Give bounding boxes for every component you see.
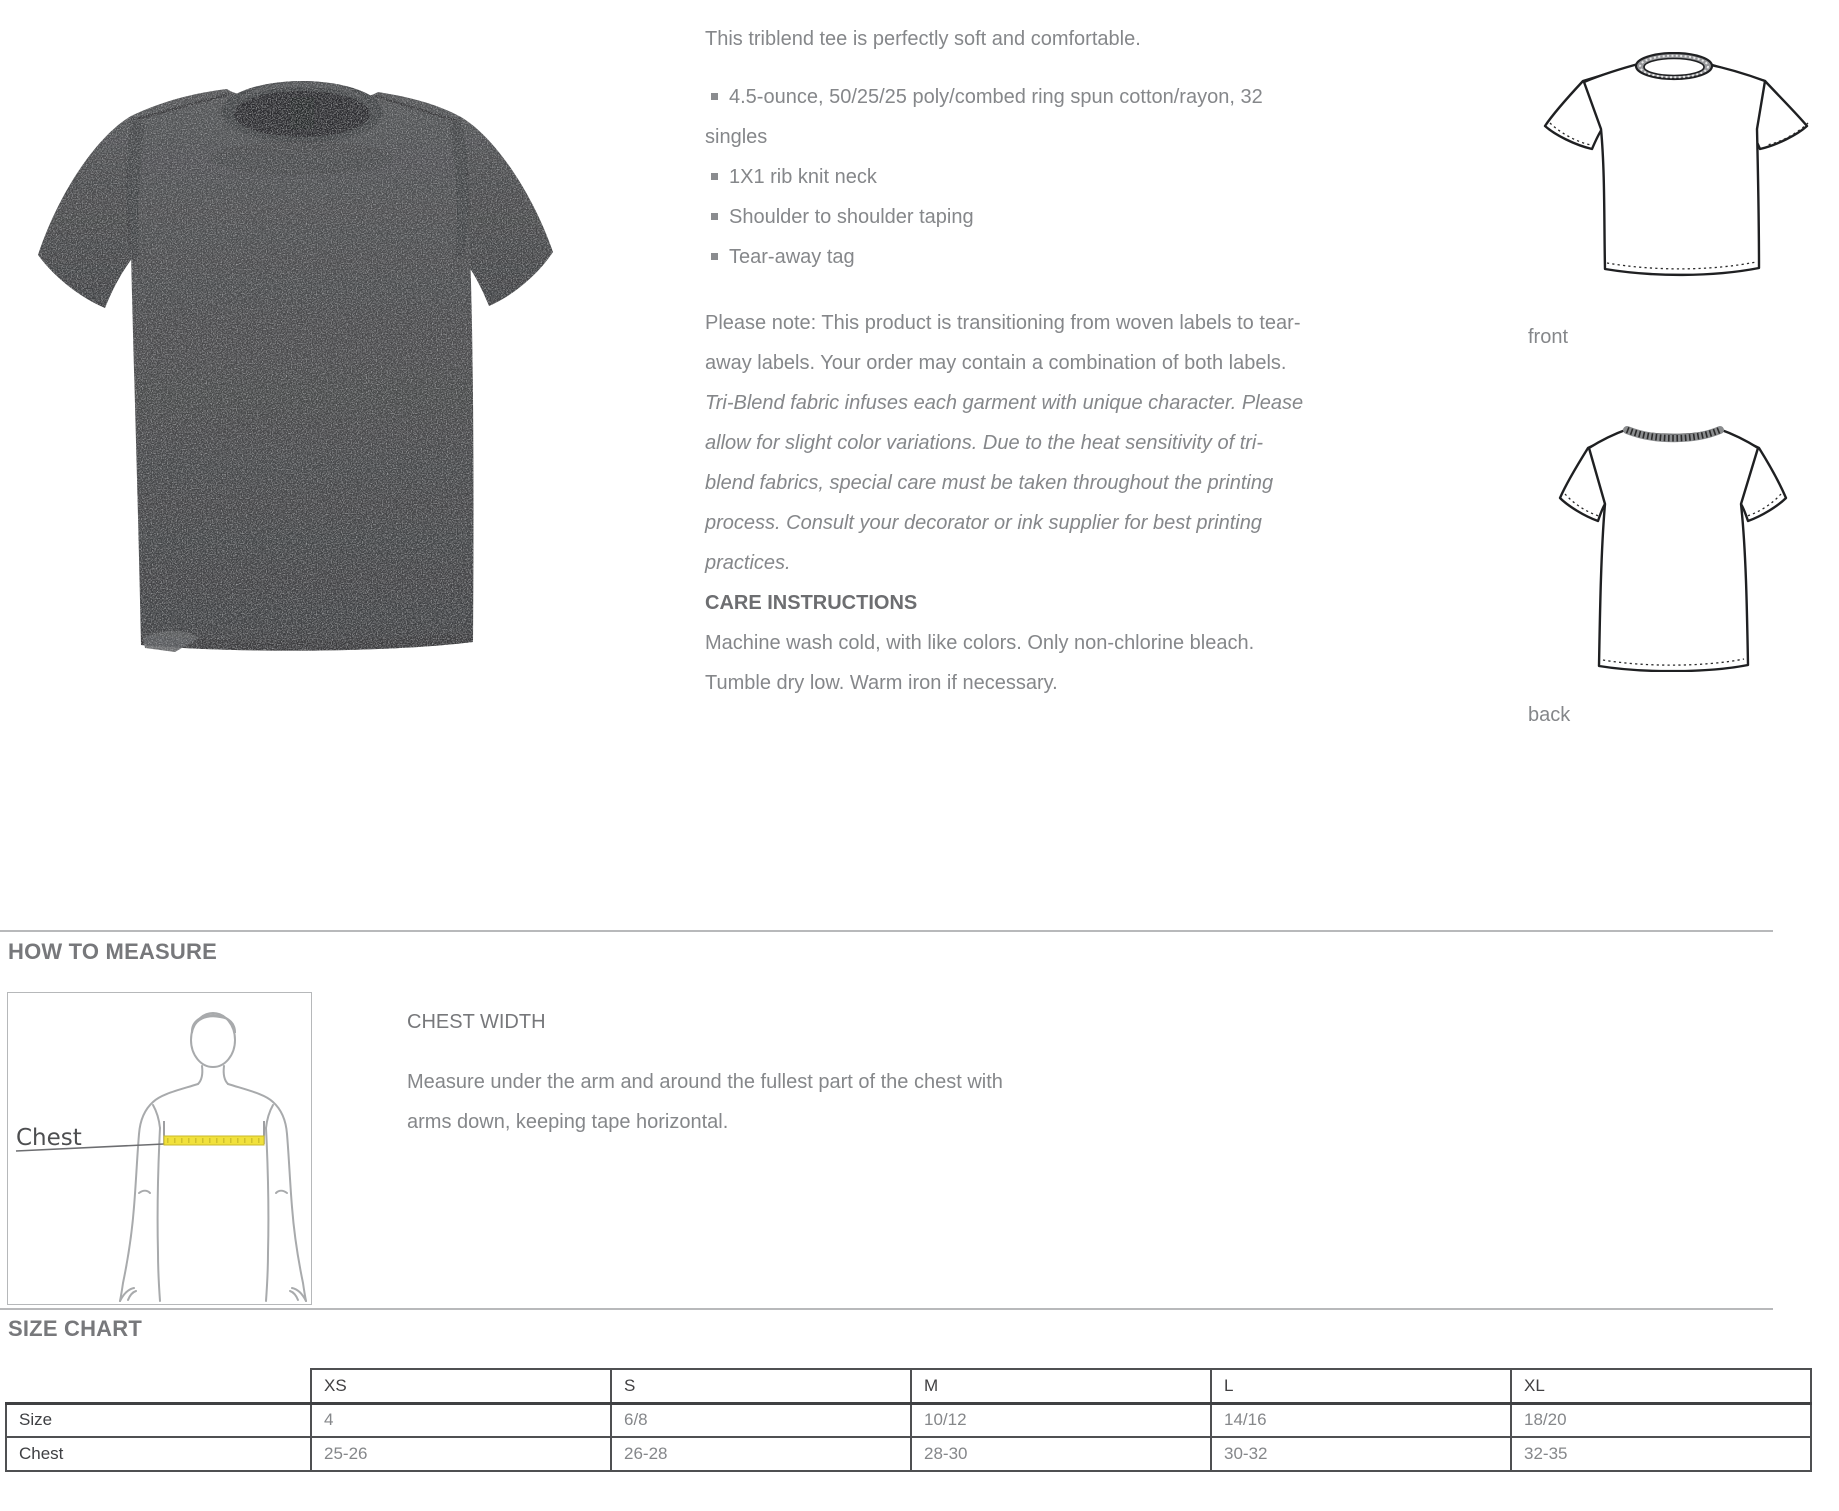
feature-item: Shoulder to shoulder taping (705, 197, 1305, 237)
care-instructions-heading: CARE INSTRUCTIONS (705, 592, 918, 614)
square-bullet-icon (711, 213, 718, 220)
size-value: 4 (311, 1403, 611, 1437)
chest-value: 32-35 (1511, 1437, 1811, 1471)
feature-item: 4.5-ounce, 50/25/25 poly/combed ring spun cotton/rayon, 32 singles (705, 86, 1263, 148)
measurement-figure-box (7, 992, 312, 1305)
blank-header-cell (6, 1369, 311, 1403)
how-to-measure-heading: HOW TO MEASURE (8, 939, 217, 964)
measurement-figure (8, 993, 309, 1302)
size-column-header: M (911, 1369, 1211, 1403)
chest-value: 25-26 (311, 1437, 611, 1471)
size-value: 18/20 (1511, 1403, 1811, 1437)
care-instructions-text: Machine wash cold, with like colors. Only non-chlorine bleach. Tumble dry low. Warm iron if necessary. (705, 632, 1255, 694)
size-column-header: XL (1511, 1369, 1811, 1403)
chest-width-copy (407, 1002, 1052, 1142)
size-column-header: L (1211, 1369, 1511, 1403)
front-view-label: front (1528, 326, 1569, 348)
chest-value: 28-30 (911, 1437, 1211, 1471)
size-value: 14/16 (1211, 1403, 1511, 1437)
square-bullet-icon (711, 93, 718, 100)
chest-value: 30-32 (1211, 1437, 1511, 1471)
row-label: Chest (6, 1437, 311, 1471)
feature-list (705, 77, 1305, 277)
chest-width-title: CHEST WIDTH (407, 1011, 546, 1033)
square-bullet-icon (711, 173, 718, 180)
size-column-header: S (611, 1369, 911, 1403)
size-value: 6/8 (611, 1403, 911, 1437)
size-chart-heading: SIZE CHART (8, 1316, 142, 1341)
table-row-size (6, 1403, 1811, 1437)
section-divider (0, 930, 1773, 932)
size-chart-header-row (6, 1369, 1811, 1403)
label-transition-note: Please note: This product is transitioning from woven labels to tear-away labels. Your order may contain a combination of both labels. (705, 312, 1301, 374)
feature-item: 1X1 rib knit neck (705, 157, 1305, 197)
table-row-chest (6, 1437, 1811, 1471)
size-column-header: XS (311, 1369, 611, 1403)
product-photo-tshirt (25, 42, 575, 654)
feature-item: Tear-away tag (705, 237, 1305, 277)
size-value: 10/12 (911, 1403, 1211, 1437)
back-view-label: back (1528, 704, 1571, 726)
square-bullet-icon (711, 253, 718, 260)
size-chart-table (5, 1368, 1812, 1472)
description-intro: This triblend tee is perfectly soft and comfortable. (705, 28, 1141, 50)
section-divider (0, 1308, 1773, 1310)
back-view-drawing (1552, 420, 1792, 672)
product-description (705, 19, 1305, 703)
chest-width-instructions: Measure under the arm and around the fullest part of the chest with arms down, keeping tape horizontal. (407, 1071, 1003, 1133)
chest-value: 26-28 (611, 1437, 911, 1471)
tape-measure (164, 1136, 264, 1145)
triblend-disclaimer: Tri-Blend fabric infuses each garment with unique character. Please allow for slight color variations. Due to the heat sensitivity of tri-blend fabrics, special care must be taken throughout the printing process. Consult your decorator or ink supplier for best printing practices. (705, 392, 1304, 574)
row-label: Size (6, 1403, 311, 1437)
front-view-drawing (1543, 52, 1815, 284)
chest-figure-label: Chest (16, 1125, 82, 1151)
